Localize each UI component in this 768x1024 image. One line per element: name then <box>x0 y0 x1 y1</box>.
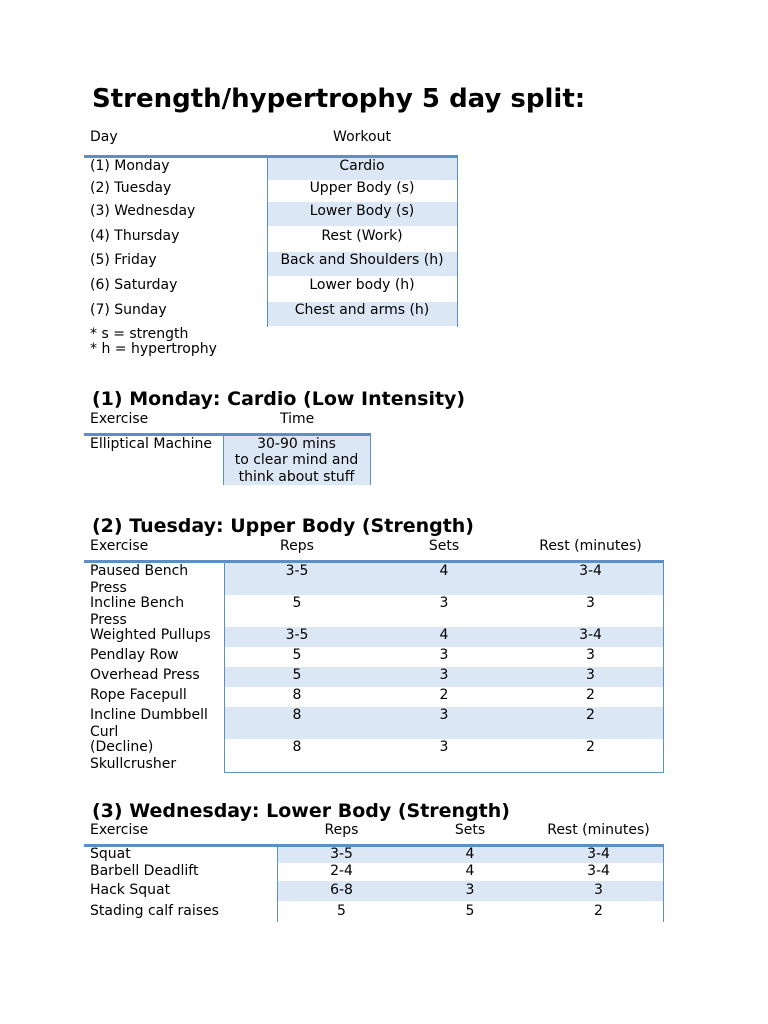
tuesday-sets: 2 <box>439 687 449 703</box>
tuesday-exercise: Incline Dumbbell Curl <box>90 707 208 740</box>
tuesday-reps: 5 <box>292 595 302 611</box>
split-header-day: Day <box>90 129 118 145</box>
tuesday-sets: 3 <box>439 707 449 723</box>
wednesday-header-exercise: Exercise <box>90 822 149 838</box>
wednesday-header-rest: Rest (minutes) <box>547 822 650 838</box>
monday-divider <box>370 433 371 485</box>
tuesday-rest: 3-4 <box>579 563 602 579</box>
tuesday-exercise: Incline Bench Press <box>90 595 185 628</box>
split-workout: Lower Body (s) <box>309 203 415 219</box>
split-day: (4) Thursday <box>90 228 180 244</box>
wednesday-rest: 3 <box>594 882 603 898</box>
tuesday-divider <box>663 560 664 773</box>
split-header-workout: Workout <box>333 129 391 145</box>
wednesday-reps: 5 <box>337 903 346 919</box>
split-workout: Lower body (h) <box>309 277 415 293</box>
wednesday-heading: (3) Wednesday: Lower Body (Strength) <box>92 800 510 822</box>
monday-time-line: 30-90 mins <box>257 436 336 452</box>
tuesday-exercise: Paused Bench Press <box>90 563 189 596</box>
tuesday-heading: (2) Tuesday: Upper Body (Strength) <box>92 515 474 537</box>
page-title: Strength/hypertrophy 5 day split: <box>92 84 586 114</box>
tuesday-sets: 3 <box>439 595 449 611</box>
tuesday-sets: 3 <box>439 667 449 683</box>
tuesday-exercise: Weighted Pullups <box>90 627 211 643</box>
split-divider <box>457 155 458 327</box>
monday-time-line: think about stuff <box>238 469 355 485</box>
wednesday-rest: 2 <box>594 903 603 919</box>
tuesday-exercise: (Decline) Skullcrusher <box>90 739 177 772</box>
tuesday-sets: 4 <box>439 627 449 643</box>
tuesday-reps: 5 <box>292 667 302 683</box>
wednesday-sets: 3 <box>465 882 475 898</box>
tuesday-reps: 5 <box>292 647 302 663</box>
tuesday-rest: 2 <box>586 739 595 755</box>
tuesday-reps: 8 <box>292 707 302 723</box>
split-day: (5) Friday <box>90 252 157 268</box>
split-note: * h = hypertrophy <box>90 341 217 357</box>
tuesday-reps: 3-5 <box>285 563 309 579</box>
split-workout: Back and Shoulders (h) <box>280 252 444 268</box>
tuesday-sets: 3 <box>439 647 449 663</box>
split-workout: Cardio <box>339 158 385 174</box>
wednesday-rest: 3-4 <box>587 863 610 879</box>
tuesday-header-rest: Rest (minutes) <box>539 538 642 554</box>
tuesday-exercise: Overhead Press <box>90 667 200 683</box>
wednesday-header-reps: Reps <box>324 822 359 838</box>
wednesday-divider <box>663 844 664 922</box>
tuesday-header-reps: Reps <box>280 538 314 554</box>
tuesday-bottom-rule <box>224 772 664 773</box>
wednesday-reps: 3-5 <box>330 846 353 862</box>
tuesday-reps: 8 <box>292 739 302 755</box>
monday-header-time: Time <box>280 411 315 427</box>
tuesday-rest: 3-4 <box>579 627 602 643</box>
tuesday-rest: 3 <box>586 595 595 611</box>
split-day: (2) Tuesday <box>90 180 172 196</box>
monday-exercise: Elliptical Machine <box>90 436 213 452</box>
wednesday-header-sets: Sets <box>454 822 486 838</box>
wednesday-sets: 4 <box>465 863 475 879</box>
wednesday-exercise: Barbell Deadlift <box>90 863 199 879</box>
wednesday-exercise: Stading calf raises <box>90 903 219 919</box>
wednesday-rest: 3-4 <box>587 846 610 862</box>
tuesday-exercise: Pendlay Row <box>90 647 179 663</box>
split-day: (1) Monday <box>90 158 170 174</box>
tuesday-header-sets: Sets <box>428 538 460 554</box>
wednesday-reps: 2-4 <box>330 863 353 879</box>
split-day: (3) Wednesday <box>90 203 196 219</box>
tuesday-reps: 3-5 <box>285 627 309 643</box>
wednesday-exercise: Squat <box>90 846 131 862</box>
split-workout: Rest (Work) <box>321 228 403 244</box>
monday-heading: (1) Monday: Cardio (Low Intensity) <box>92 388 466 410</box>
wednesday-sets: 4 <box>465 846 475 862</box>
monday-header-exercise: Exercise <box>90 411 149 427</box>
split-workout: Upper Body (s) <box>309 180 415 196</box>
wednesday-exercise: Hack Squat <box>90 882 171 898</box>
split-note: * s = strength <box>90 326 189 342</box>
tuesday-exercise: Rope Facepull <box>90 687 187 703</box>
wednesday-sets: 5 <box>465 903 475 919</box>
split-day: (6) Saturday <box>90 277 178 293</box>
split-workout: Chest and arms (h) <box>294 302 430 318</box>
tuesday-reps: 8 <box>292 687 302 703</box>
tuesday-sets: 3 <box>439 739 449 755</box>
tuesday-rest: 3 <box>586 667 595 683</box>
split-day: (7) Sunday <box>90 302 167 318</box>
tuesday-sets: 4 <box>439 563 449 579</box>
monday-time-line: to clear mind and <box>234 452 359 468</box>
tuesday-rest: 2 <box>586 707 595 723</box>
wednesday-reps: 6-8 <box>330 882 353 898</box>
tuesday-header-exercise: Exercise <box>90 538 149 554</box>
tuesday-rest: 2 <box>586 687 595 703</box>
tuesday-rest: 3 <box>586 647 595 663</box>
